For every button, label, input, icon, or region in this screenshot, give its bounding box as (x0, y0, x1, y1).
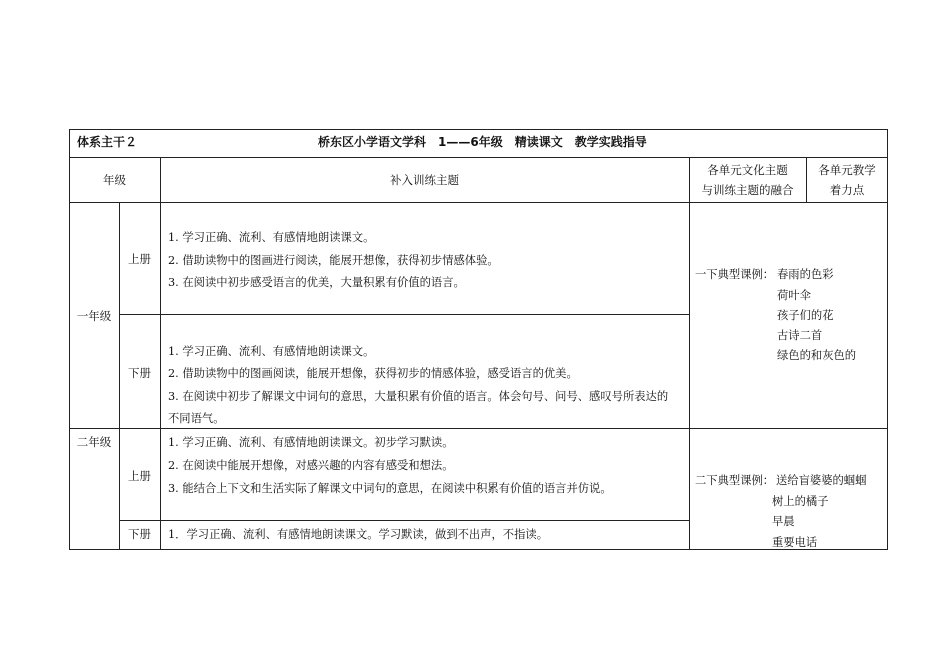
column-focus-line2: 着力点 (829, 183, 865, 197)
term-label-2-upper: 上册 (128, 469, 151, 483)
lesson-item: 重要电话 (772, 536, 818, 549)
column-grade: 年级 (103, 173, 126, 187)
list-item: 3. 在阅读中初步感受语言的优美，大量积累有价值的语言。 (168, 276, 465, 289)
term-label-1-upper: 上册 (128, 252, 151, 266)
list-item: 2. 在阅读中能展开想像，对感兴趣的内容有感受和想法。 (168, 459, 454, 472)
lesson-item: 早晨 (772, 515, 795, 528)
list-item: 3. 在阅读中初步了解课文中词句的意思，大量积累有价值的语言。体会句号、问号、感叹号所表达的 (168, 390, 669, 403)
list-item: 2. 借助读物中的图画阅读，能展开想像，获得初步的情感体验，感受语言的优美。 (168, 367, 578, 380)
column-focus-line1: 各单元教学 (818, 163, 876, 177)
lesson-item: 树上的橘子 (772, 495, 829, 508)
lesson-item: 春雨的色彩 (777, 268, 834, 281)
list-item: 不同语气。 (168, 412, 225, 425)
lessons-label-grade1: 一下典型课例： (695, 268, 775, 281)
term-label-1-lower: 下册 (128, 366, 151, 380)
grade-label-2: 二年级 (76, 435, 112, 449)
lesson-item: 孩子们的花 (777, 309, 834, 322)
lesson-item: 绿色的和灰色的 (777, 349, 857, 362)
rule-term-col (160, 157, 161, 550)
list-item: 3. 能结合上下文和生活实际了解课文中词句的意思，在阅读中积累有价值的语言并仿说。 (168, 482, 612, 495)
list-item: 1．学习正确、流利、有感情地朗读课文。学习默读，做到不出声，不指读。 (168, 528, 548, 541)
rule-under-header (69, 157, 888, 158)
rule-between-grades (69, 428, 888, 429)
list-item: 1. 学习正确、流利、有感情地朗读课文。 (168, 231, 375, 244)
lesson-item: 送给盲婆婆的蝈蝈 (776, 474, 867, 487)
grade-label-1: 一年级 (76, 309, 112, 323)
rule-grade2-term-split (119, 520, 689, 521)
page-title: 桥东区小学语文学科 1——6年级 精读课文 教学实践指导 (318, 135, 647, 149)
lesson-item: 古诗二首 (777, 329, 823, 342)
list-item: 1. 学习正确、流利、有感情地朗读课文。初步学习默读。 (168, 436, 454, 449)
rule-topic-col (689, 157, 690, 550)
column-fusion-line1: 各单元文化主题 (707, 163, 788, 177)
lesson-item: 荷叶伞 (777, 289, 811, 302)
list-item: 1. 学习正确、流利、有感情地朗读课文。 (168, 345, 375, 358)
rule-grade1-term-split (119, 314, 689, 315)
column-fusion-line2: 与训练主题的融合 (701, 183, 794, 197)
rule-under-column-titles (69, 202, 888, 203)
header-left-label: 体系主干２ (77, 135, 138, 149)
lessons-label-grade2: 二下典型课例： (695, 474, 775, 487)
term-label-2-lower: 下册 (128, 527, 151, 541)
column-topic: 补入训练主题 (390, 173, 459, 187)
list-item: 2. 借助读物中的图画进行阅读，能展开想像，获得初步情感体验。 (168, 254, 499, 267)
